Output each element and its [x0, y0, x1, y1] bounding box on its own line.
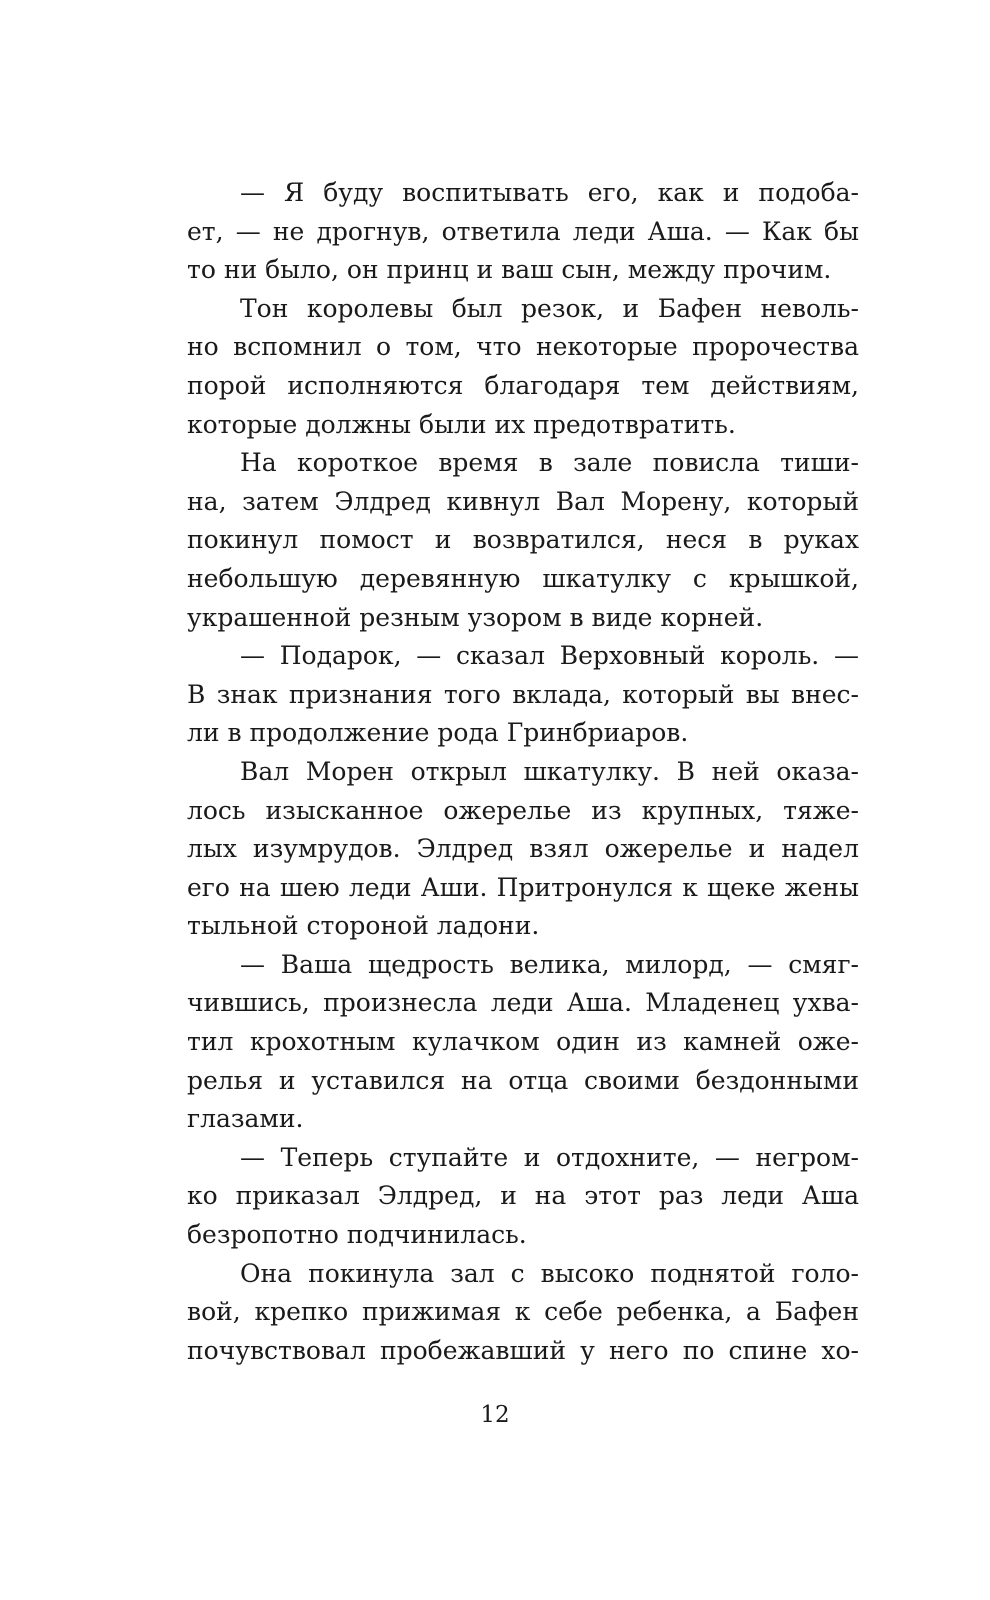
- text-line: — Теперь ступайте и отдохните, — негром-: [240, 1142, 859, 1172]
- text-line: ет, — не дрогнув, ответила леди Аша. — Как бы: [187, 216, 859, 246]
- text-line: чившись, произнесла леди Аша. Младенец ухва-: [187, 988, 859, 1018]
- text-line: тыльной стороной ладони.: [187, 911, 540, 941]
- text-line: ко приказал Элдред, и на этот раз леди Аша: [187, 1181, 859, 1211]
- text-line: украшенной резным узором в виде корней.: [187, 602, 764, 632]
- text-line: которые должны были их предотвратить.: [187, 409, 736, 439]
- paragraph: [187, 174, 859, 290]
- text-line: покинул помост и возвратился, неся в руках: [187, 525, 859, 555]
- text-line: но вспомнил о том, что некоторые пророчества: [187, 332, 859, 362]
- text-line: его на шею леди Аши. Притронулся к щеке жены: [187, 872, 859, 902]
- text-line: безропотно подчинилась.: [187, 1220, 527, 1250]
- text-line: релья и уставился на отца своими бездонными: [187, 1065, 859, 1095]
- paragraph: [187, 290, 859, 444]
- text-line: вой, крепко прижимая к себе ребенка, а Бафен: [187, 1297, 859, 1327]
- text-line: Тон королевы был резок, и Бафен неволь-: [240, 293, 859, 323]
- paragraph: [187, 753, 859, 946]
- text-line: лых изумрудов. Элдред взял ожерелье и надел: [187, 834, 859, 864]
- page-number: 12: [480, 1402, 510, 1428]
- text-line: лось изысканное ожерелье из крупных, тяже-: [187, 795, 859, 825]
- paragraph: [187, 946, 859, 1139]
- text-line: ли в продолжение рода Гринбриаров.: [187, 718, 689, 748]
- paragraph: [187, 637, 859, 753]
- paragraph: [187, 1139, 859, 1255]
- text-line: — Ваша щедрость велика, милорд, — смяг-: [240, 949, 859, 979]
- text-line: порой исполняются благодаря тем действиям,: [187, 370, 859, 400]
- paragraph: [187, 444, 859, 637]
- text-line: тил крохотным кулачком один из камней оже-: [187, 1027, 859, 1057]
- text-line: на, затем Элдред кивнул Вал Морену, который: [187, 486, 859, 516]
- text-line: Она покинула зал с высоко поднятой голо-: [240, 1258, 859, 1288]
- text-line: — Я буду воспитывать его, как и подоба-: [240, 178, 859, 207]
- text-line: небольшую деревянную шкатулку с крышкой,: [187, 563, 859, 593]
- text-line: — Подарок, — сказал Верховный король. —: [240, 641, 859, 671]
- text-line: то ни было, он принц и ваш сын, между прочим.: [187, 255, 832, 285]
- text-line: глазами.: [187, 1104, 304, 1134]
- paragraph: [187, 1255, 859, 1371]
- text-line: Вал Морен открыл шкатулку. В ней оказа-: [240, 756, 859, 786]
- text-line: почувствовал пробежавший у него по спине хо-: [187, 1335, 859, 1365]
- body-text: [187, 174, 859, 1370]
- text-line: На короткое время в зале повисла тиши-: [240, 448, 859, 478]
- text-line: В знак признания того вклада, который вы внес-: [187, 679, 859, 709]
